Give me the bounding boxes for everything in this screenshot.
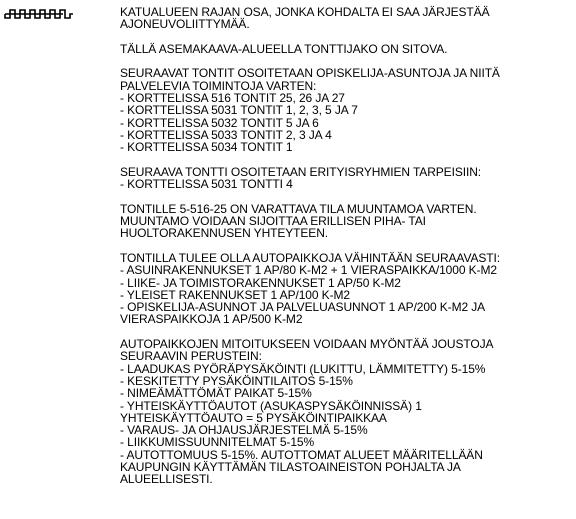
- regulation-line: - AUTOTTOMUUS 5-15%. AUTOTTOMAT ALUEET MÄÄRITELLÄÄN: [120, 447, 483, 462]
- regulation-line: HUOLTORAKENNUSEN YHTEYTEEN.: [120, 226, 329, 241]
- regulation-line: ALUEELLISESTI.: [120, 472, 213, 487]
- regulation-text: [120, 6, 572, 498]
- regulation-line: TÄLLÄ ASEMAKAAVA-ALUEELLA TONTTIJAKO ON SITOVA.: [120, 41, 448, 56]
- regulation-paragraph: [120, 203, 572, 240]
- regulation-paragraph: [120, 67, 572, 153]
- regulation-line: - OPISKELIJA-ASUNNOT JA PALVELUASUNNOT 1 AP/200 K-M2 JA: [120, 300, 486, 315]
- regulation-line: SEURAAVAT TONTIT OSOITETAAN OPISKELIJA-ASUNTOJA JA NIITÄ: [120, 66, 500, 81]
- regulation-line: - LAADUKAS PYÖRÄPYSÄKÖINTI (LUKITTU, LÄMMITETTY) 5-15%: [120, 361, 486, 376]
- regulation-line: - KORTTELISSA 5034 TONTIT 1: [120, 140, 293, 155]
- regulation-paragraph: [120, 252, 572, 326]
- regulation-line: - VARAUS- JA OHJAUSJÄRJESTELMÄ 5-15%: [120, 423, 368, 438]
- regulation-line: - KORTTELISSA 5033 TONTIT 2, 3 JA 4: [120, 127, 332, 142]
- regulation-paragraph: [120, 338, 572, 486]
- regulation-line: - KESKITETTY PYSÄKÖINTILAITOS 5-15%: [120, 373, 353, 388]
- regulation-line: - LIIKE- JA TOIMISTORAKENNUKSET 1 AP/50 K-M2: [120, 275, 401, 290]
- regulation-paragraph: [120, 166, 572, 191]
- regulation-line: - YHTEISKÄYTTÖAUTOT (ASUKASPYSÄKÖINNISSÄ) 1: [120, 398, 422, 413]
- regulation-line: - ASUINRAKENNUKSET 1 AP/80 K-M2 + 1 VIERASPAIKKA/1000 K-M2: [120, 263, 497, 278]
- regulation-line: TONTILLA TULEE OLLA AUTOPAIKKOJA VÄHINTÄÄN SEURAAVASTI:: [120, 250, 500, 265]
- regulation-line: SEURAAVIN PERUSTEIN:: [120, 349, 262, 364]
- regulation-line: AJONEUVOLIITTYMÄÄ.: [120, 17, 250, 32]
- regulation-line: - KORTTELISSA 5031 TONTIT 1, 2, 3, 5 JA 7: [120, 103, 358, 118]
- regulation-line: PALVELEVIA TOIMINTOJA VARTEN:: [120, 78, 317, 93]
- regulation-line: - YLEISET RAKENNUKSET 1 AP/100 K-M2: [120, 287, 350, 302]
- regulation-paragraph: [120, 6, 572, 31]
- regulation-line: MUUNTAMO VOIDAAN SIJOITTAA ERILLISEN PIHA- TAI: [120, 214, 426, 229]
- regulation-line: - LIIKKUMISSUUNNITELMAT 5-15%: [120, 435, 315, 450]
- street-boundary-no-vehicle-access-icon: [4, 8, 74, 20]
- regulation-line: - KORTTELISSA 516 TONTIT 25, 26 JA 27: [120, 91, 345, 106]
- regulation-line: - NIMEÄMÄTTÖMÄT PAIKAT 5-15%: [120, 386, 312, 401]
- regulation-line: SEURAAVA TONTTI OSOITETAAN ERITYISRYHMIEN TARPEISIIN:: [120, 164, 481, 179]
- regulation-line: KATUALUEEN RAJAN OSA, JONKA KOHDALTA EI SAA JÄRJESTÄÄ: [120, 5, 490, 19]
- regulation-line: YHTEISKÄYTTÖAUTO = 5 PYSÄKÖINTIPAIKKAA: [120, 410, 387, 425]
- regulation-paragraph: [120, 43, 572, 55]
- regulation-line: - KORTTELISSA 5031 TONTTI 4: [120, 177, 293, 192]
- regulation-line: KAUPUNGIN KÄYTTÄMÄN TILASTOAINEISTON POHJALTA JA: [120, 459, 461, 474]
- regulation-line: TONTILLE 5-516-25 ON VARATTAVA TILA MUUNTAMOA VARTEN.: [120, 201, 477, 216]
- regulation-line: - KORTTELISSA 5032 TONTIT 5 JA 6: [120, 115, 319, 130]
- regulation-line: AUTOPAIKKOJEN MITOITUKSEEN VOIDAAN MYÖNTÄÄ JOUSTOJA: [120, 337, 494, 352]
- regulation-line: VIERASPAIKKOJA 1 AP/500 K-M2: [120, 312, 303, 327]
